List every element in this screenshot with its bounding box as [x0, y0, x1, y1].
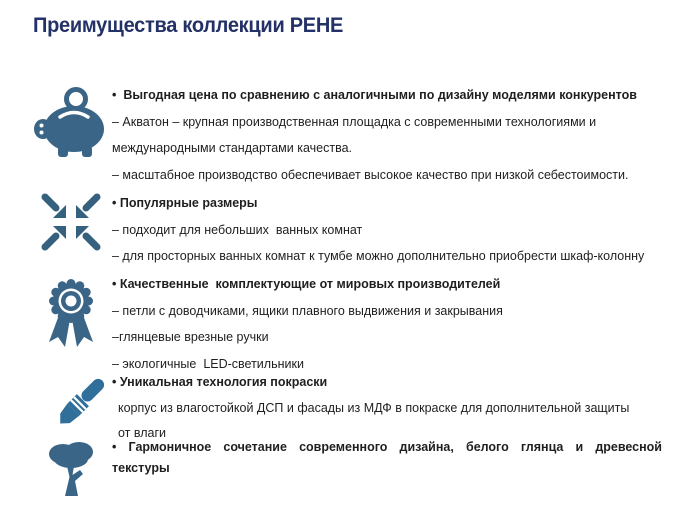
- section-harmonious-design: [30, 437, 662, 499]
- icon-column: [30, 190, 112, 251]
- section-text: [112, 82, 662, 188]
- icon-column: [30, 82, 112, 158]
- section-line: – масштабное производство обеспечивает высокое качество при низкой себестоимости.: [112, 167, 629, 182]
- paintbrush-icon: [46, 373, 112, 435]
- section-price-advantage: [30, 82, 662, 188]
- icon-column: [30, 370, 112, 435]
- section-line: – петли с доводчиками, ящики плавного выдвижения и закрывания: [112, 303, 503, 318]
- section-line: – подходит для небольших ванных комнат: [112, 222, 363, 237]
- icon-column: [30, 271, 112, 355]
- section-heading-wrap: текстуры: [112, 460, 170, 475]
- section-popular-sizes: [30, 190, 662, 270]
- section-heading: • Гармоничное сочетание современного дизайна, белого глянца и древесной: [112, 440, 662, 454]
- section-heading: • Уникальная технология покраски: [112, 375, 328, 389]
- section-line: –глянцевые врезные ручки: [112, 330, 269, 344]
- section-painting-technology: [30, 370, 662, 447]
- section-text: [112, 437, 662, 478]
- section-line: – Акватон – крупная производственная площадка с современными технологиями и: [112, 114, 597, 129]
- section-text: [112, 271, 662, 377]
- icon-column: [30, 437, 112, 499]
- section-quality-components: [30, 271, 662, 377]
- compress-arrows-icon: [39, 193, 103, 251]
- section-line: международными стандартами качества.: [112, 141, 353, 155]
- section-line: – для просторных ванных комнат к тумбе можно дополнительно приобрести шкаф-колонну: [112, 249, 645, 263]
- section-text: [112, 370, 662, 447]
- piggy-bank-icon: [34, 86, 108, 158]
- award-medal-icon: [42, 275, 100, 355]
- page-title: Преимущества коллекции РЕНЕ: [33, 13, 344, 37]
- section-line: – экологичные LED-светильники: [112, 356, 304, 371]
- section-heading: • Популярные размеры: [112, 196, 258, 210]
- section-heading: • Качественные комплектующие от мировых производителей: [112, 277, 501, 291]
- tree-icon: [48, 439, 94, 499]
- section-line: от влаги: [118, 426, 167, 440]
- section-text: [112, 190, 662, 270]
- section-line: корпус из влагостойкой ДСП и фасады из МДФ в покраске для дополнительной защиты: [118, 400, 630, 415]
- section-heading: • Выгодная цена по сравнению с аналогичными по дизайну моделями конкурентов: [112, 88, 637, 102]
